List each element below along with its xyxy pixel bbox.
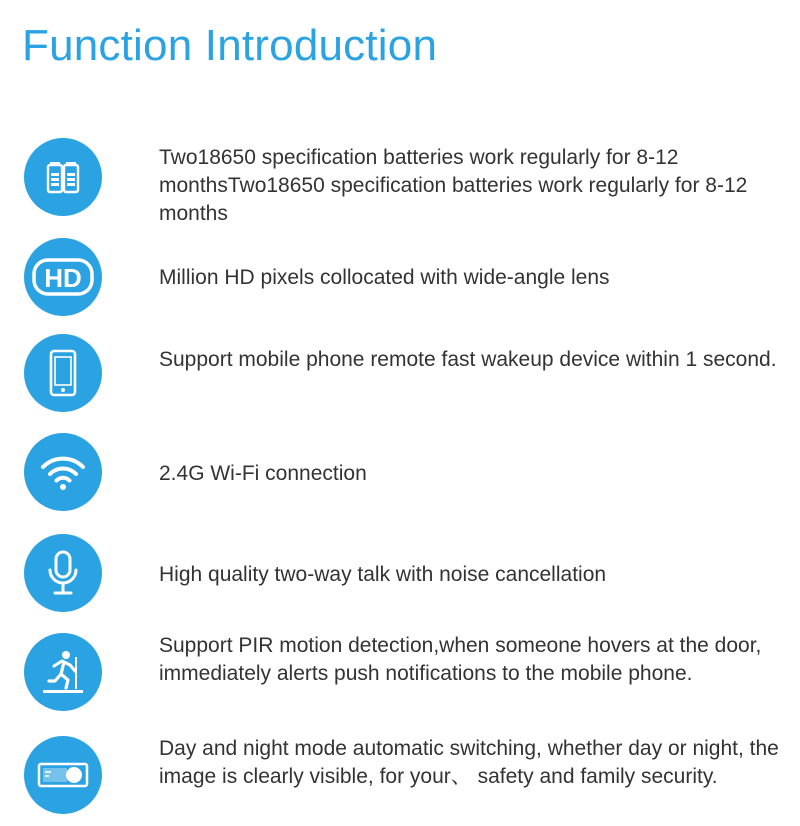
wifi-badge bbox=[24, 433, 102, 511]
feature-description: High quality two-way talk with noise cancellation bbox=[159, 563, 607, 586]
wifi-icon bbox=[40, 453, 86, 491]
page-title: Function Introduction bbox=[22, 21, 438, 70]
motion-detection-icon bbox=[40, 649, 86, 695]
phone-badge bbox=[24, 334, 102, 412]
feature-description: Day and night mode automatic switching, whether day or night, the image is clearly visible, for your、 safety and family security. bbox=[159, 737, 779, 788]
battery-icon bbox=[44, 159, 82, 195]
feature-description: Million HD pixels collocated with wide-angle lens bbox=[159, 266, 610, 289]
day-night-badge bbox=[24, 736, 102, 814]
phone-icon bbox=[48, 349, 78, 397]
feature-description: Support mobile phone remote fast wakeup device within 1 second. bbox=[159, 348, 777, 371]
motion-badge bbox=[24, 633, 102, 711]
hd-badge bbox=[24, 238, 102, 316]
microphone-badge bbox=[24, 534, 102, 612]
feature-description: Support PIR motion detection,when someone hovers at the door, immediately alerts push notifications to the mobile phone. bbox=[159, 634, 762, 685]
hd-icon-label: HD bbox=[44, 263, 82, 293]
hd-icon bbox=[31, 257, 95, 297]
day-night-toggle-icon bbox=[37, 762, 89, 788]
feature-description: 2.4G Wi-Fi connection bbox=[159, 462, 367, 485]
feature-description: Two18650 specification batteries work regularly for 8-12 monthsTwo18650 specification batteries work regularly for 8-12 months bbox=[159, 146, 748, 225]
microphone-icon bbox=[46, 549, 80, 597]
battery-badge bbox=[24, 138, 102, 216]
